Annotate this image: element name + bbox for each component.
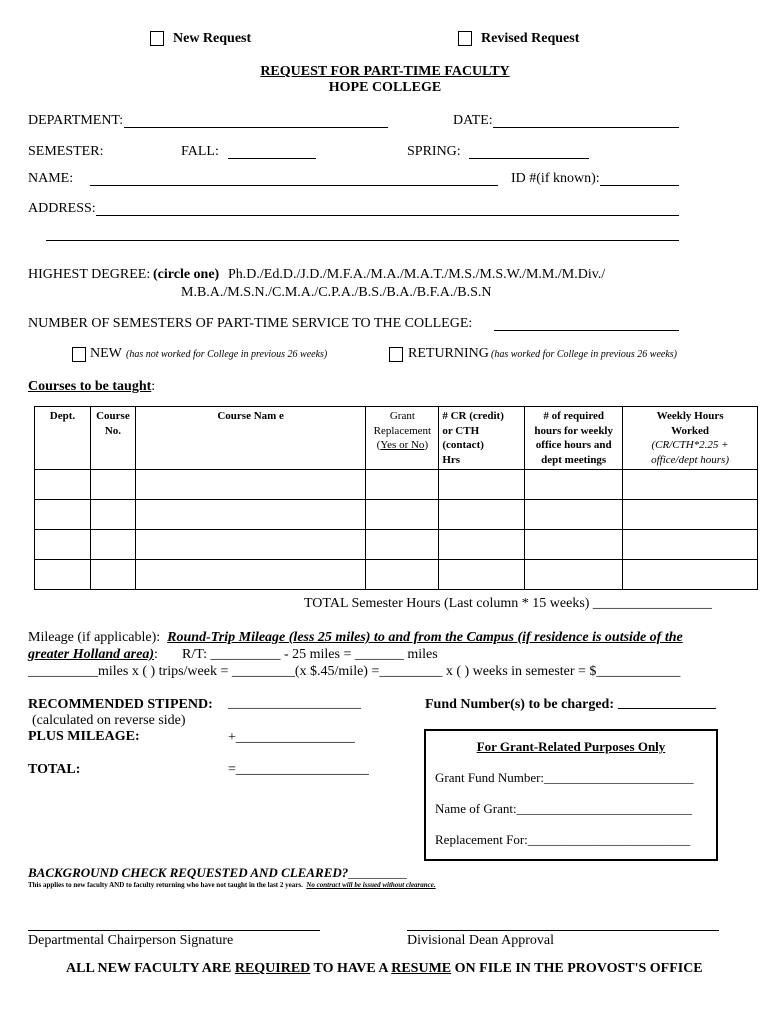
grant-name-field[interactable]: Name of Grant:___________________________: [435, 801, 693, 816]
mileage-calculation-line[interactable]: __________miles x ( ) trips/week = _________(x $.45/mile) =_________ x ( ) weeks in semester = $____________: [28, 664, 681, 679]
address-field[interactable]: [96, 215, 679, 216]
col-weekly-hours: Weekly Hours Worked (CR/CTH*2.25 + office/dept hours): [623, 407, 758, 470]
background-check-question: BACKGROUND CHECK REQUESTED AND CLEARED?: [28, 865, 349, 880]
col-course-name: Course Nam e: [135, 407, 365, 470]
plus-mileage-field[interactable]: +_________________: [228, 730, 355, 745]
department-field[interactable]: [124, 127, 388, 128]
table-row: [35, 470, 758, 500]
returning-faculty-checkbox[interactable]: [389, 347, 403, 362]
courses-heading: [28, 380, 155, 394]
grant-box-title: For Grant-Related Purposes Only: [476, 739, 666, 754]
courses-table: [34, 406, 758, 590]
spring-field[interactable]: [469, 158, 589, 159]
chair-signature-line[interactable]: [28, 930, 320, 931]
id-field[interactable]: [600, 185, 679, 186]
revised-request-checkbox[interactable]: [458, 31, 472, 46]
fall-field[interactable]: [228, 158, 316, 159]
new-request-label: New Request: [173, 31, 252, 46]
college-name: HOPE COLLEGE: [328, 80, 442, 95]
recommended-stipend-label: RECOMMENDED STIPEND:: [28, 697, 213, 712]
degree-options-line2[interactable]: M.B.A./M.S.N./C.M.A./C.P.A./B.S./B.A./B.F.A./B.S.N: [181, 285, 492, 300]
fund-number-label: Fund Number(s) to be charged:: [425, 697, 614, 712]
semesters-field[interactable]: [494, 330, 679, 331]
returning-faculty-note: (has worked for College in previous 26 weeks): [491, 349, 677, 360]
mileage-line1: [28, 631, 683, 645]
stipend-calc-note: (calculated on reverse side): [32, 713, 186, 728]
plus-mileage-label: PLUS MILEAGE:: [28, 729, 140, 744]
round-trip-heading: Round-Trip Mileage (less 25 miles) to and from the Campus (if residence is outside of the: [167, 630, 683, 645]
address-label: ADDRESS:: [28, 201, 96, 216]
mileage-label: Mileage (if applicable):: [28, 630, 161, 645]
semesters-label: NUMBER OF SEMESTERS OF PART-TIME SERVICE TO THE COLLEGE:: [28, 316, 473, 331]
degree-options-line1[interactable]: Ph.D./Ed.D./J.D./M.F.A./M.A./M.A.T./M.S./M.S.W./M.M./M.Div./: [228, 267, 606, 282]
id-label: ID #(if known):: [511, 171, 600, 186]
background-check-line: [28, 866, 407, 879]
replacement-for-field[interactable]: Replacement For:_________________________: [435, 832, 691, 847]
fall-label: FALL:: [181, 144, 219, 159]
courses-header-row: [35, 407, 758, 470]
table-row: [35, 560, 758, 590]
new-faculty-note: (has not worked for College in previous 26 weeks): [126, 349, 328, 360]
new-faculty-label: NEW: [90, 346, 122, 361]
returning-faculty-label: RETURNING: [408, 346, 489, 361]
col-required-hours: # of required hours for weekly office hours and dept meetings: [525, 407, 623, 470]
background-check-field[interactable]: _________: [348, 865, 407, 880]
dean-approval-line[interactable]: [407, 930, 719, 931]
table-row: [35, 500, 758, 530]
col-credit-hours: # CR (credit) or CTH (contact) Hrs: [439, 407, 525, 470]
grant-fund-number-field[interactable]: Grant Fund Number:_______________________: [435, 770, 694, 785]
recommended-stipend-field[interactable]: ___________________: [228, 696, 361, 711]
courses-heading-colon: :: [151, 379, 156, 394]
resume-requirement-notice: ALL NEW FACULTY ARE REQUIRED TO HAVE A RESUME ON FILE IN THE PROVOST'S OFFICE: [66, 961, 703, 976]
courses-heading-text: Courses to be taught: [28, 379, 152, 394]
round-trip-heading-2: greater Holland area): [28, 647, 154, 662]
circle-one-note: (circle one): [153, 267, 220, 282]
total-field[interactable]: =___________________: [228, 762, 369, 777]
new-faculty-checkbox[interactable]: [72, 347, 86, 362]
date-field[interactable]: [493, 127, 679, 128]
form-title: REQUEST FOR PART-TIME FACULTY: [260, 64, 510, 79]
new-request-checkbox[interactable]: [150, 31, 164, 46]
name-field[interactable]: [90, 185, 498, 186]
round-trip-colon: :: [154, 647, 158, 662]
dean-approval-label: Divisional Dean Approval: [407, 933, 554, 948]
address-field-line2[interactable]: [46, 240, 679, 241]
table-row: [35, 530, 758, 560]
col-dept: Dept.: [35, 407, 91, 470]
no-contract-warning: No contract will be issued without clearance.: [306, 881, 436, 889]
fund-number-field[interactable]: ______________: [618, 696, 716, 711]
department-label: DEPARTMENT:: [28, 113, 124, 128]
total-semester-hours[interactable]: TOTAL Semester Hours (Last column * 15 weeks) _________________: [304, 596, 712, 611]
name-label: NAME:: [28, 171, 74, 186]
mileage-line2: [28, 648, 158, 662]
semester-label: SEMESTER:: [28, 144, 104, 159]
grant-related-box: [424, 729, 718, 861]
spring-label: SPRING:: [407, 144, 461, 159]
date-label: DATE:: [453, 113, 493, 128]
round-trip-miles-field[interactable]: R/T: __________ - 25 miles = _______ miles: [182, 647, 438, 662]
revised-request-label: Revised Request: [481, 31, 580, 46]
degree-label: HIGHEST DEGREE:: [28, 267, 151, 282]
col-grant-replacement: Grant Replacement (Yes or No): [366, 407, 439, 470]
col-course-no: Course No.: [90, 407, 135, 470]
background-check-note: This applies to new faculty AND to faculty returning who have not taught in the last 2 years. No contract will be issued without clearance.: [28, 881, 436, 889]
total-label: TOTAL:: [28, 762, 81, 777]
chair-signature-label: Departmental Chairperson Signature: [28, 933, 234, 948]
